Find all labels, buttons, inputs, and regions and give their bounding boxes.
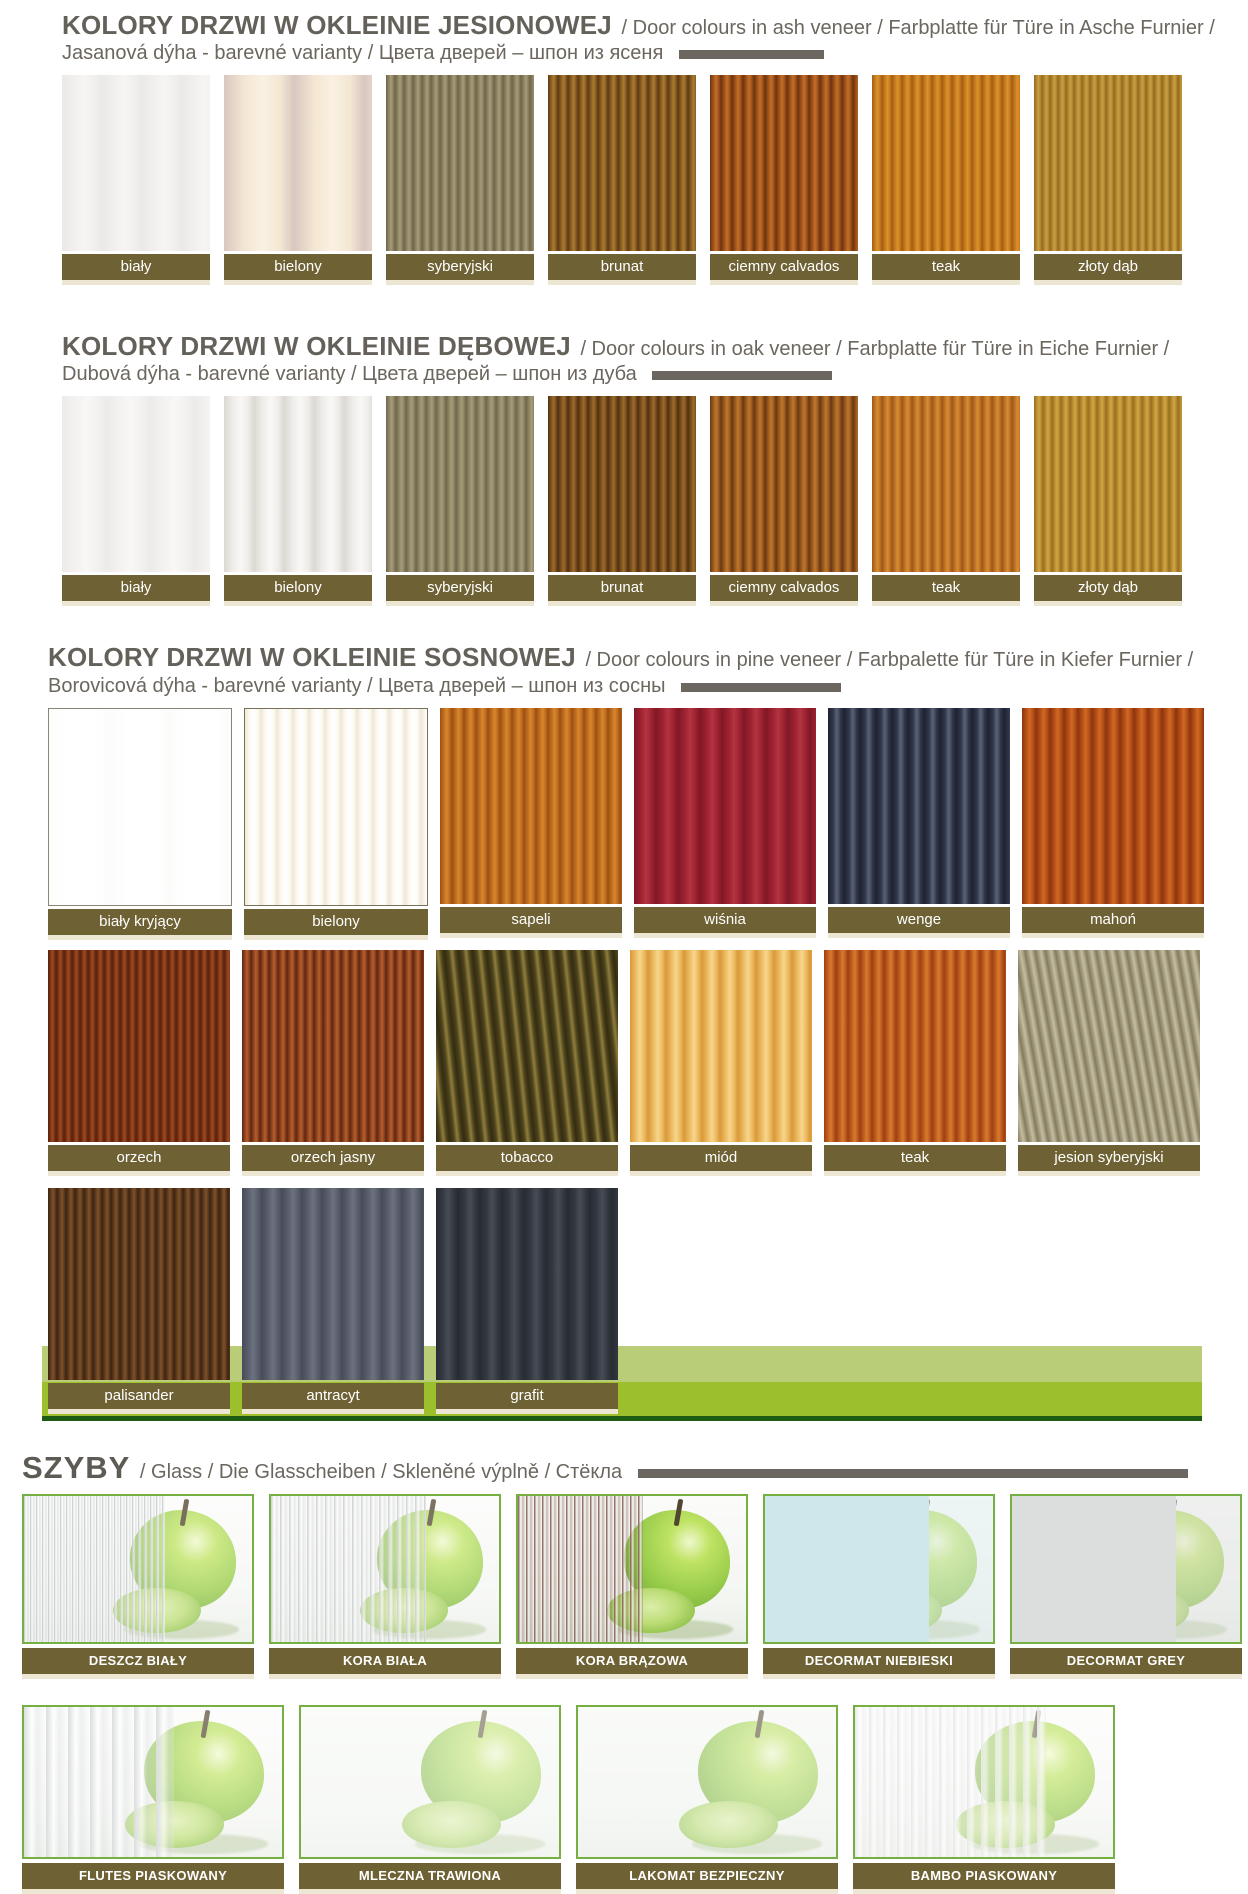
header-rule [679, 50, 824, 59]
glass-frost [578, 1707, 836, 1857]
glass-frost [765, 1496, 993, 1642]
swatch-jesion-syberyjski [1018, 950, 1200, 1176]
glass-row-1 [22, 1494, 1228, 1679]
swatch-label: mahoń [1022, 907, 1204, 938]
glass-sample [22, 1494, 254, 1644]
glass-sample [763, 1494, 995, 1644]
glass-label: BAMBO PIASKOWANY [853, 1863, 1115, 1894]
swatch-label: brunat [548, 575, 696, 606]
header-rule [638, 1469, 1188, 1478]
wood-sample [710, 75, 858, 251]
swatch-zloty-dab [1034, 75, 1182, 285]
pine-swatch-row-3 [48, 1188, 1228, 1421]
swatch-label: syberyjski [386, 254, 534, 285]
glass-label: DECORMAT GREY [1010, 1648, 1242, 1679]
section-pine-veneer [0, 606, 1248, 1420]
swatch-label: biały [62, 254, 210, 285]
section-glass [0, 1421, 1248, 1894]
wood-sample [548, 75, 696, 251]
wood-sample [386, 396, 534, 572]
section-header-glass [22, 1421, 1228, 1486]
swatch-label: teak [824, 1145, 1006, 1176]
swatch-bialy-kryjacy [48, 708, 232, 940]
wood-sample [1018, 950, 1200, 1142]
swatch-label: syberyjski [386, 575, 534, 606]
swatch-bielony [244, 708, 428, 940]
glass-sample [269, 1494, 501, 1644]
glass-bambo-piaskowany [853, 1705, 1115, 1894]
pine-swatch-row-2 [48, 950, 1228, 1176]
swatch-syberyjski [386, 75, 534, 285]
glass-label: FLUTES PIASKOWANY [22, 1863, 284, 1894]
header-rule [652, 371, 832, 380]
swatch-bialy [62, 75, 210, 285]
glass-label: MLECZNA TRAWIONA [299, 1863, 561, 1894]
wood-sample [48, 1188, 230, 1380]
glass-label: DESZCZ BIAŁY [22, 1648, 254, 1679]
glass-frost [24, 1496, 252, 1642]
swatch-tobacco [436, 950, 618, 1176]
section-header-ash [62, 0, 1228, 65]
wood-sample [872, 75, 1020, 251]
wood-sample [440, 708, 622, 904]
wood-sample [630, 950, 812, 1142]
swatch-label: miód [630, 1145, 812, 1176]
green-band-dark-line [42, 1416, 1202, 1421]
section-title: KOLORY DRZWI W OKLEINIE JESIONOWEJ [62, 10, 612, 40]
wood-sample [62, 75, 210, 251]
section-subtitle: / Door colours in pine veneer / Farbpalette für Türe in Kiefer Furnier / Borovicová dýha - barevné varianty / Цвета дверей – шпон из сосны [48, 649, 1194, 697]
swatch-label: orzech [48, 1145, 230, 1176]
swatch-orzech [48, 950, 230, 1176]
glass-kora-brazowa [516, 1494, 748, 1679]
swatch-ciemny-calvados [710, 396, 858, 606]
swatch-label: bielony [224, 254, 372, 285]
swatch-label: sapeli [440, 907, 622, 938]
wood-sample [242, 950, 424, 1142]
wood-sample [824, 950, 1006, 1142]
glass-lakomat-bezpieczny [576, 1705, 838, 1894]
swatch-label: biały [62, 575, 210, 606]
glass-label: KORA BIAŁA [269, 1648, 501, 1679]
swatch-label: palisander [48, 1383, 230, 1414]
swatch-miod [630, 950, 812, 1176]
wood-sample [634, 708, 816, 904]
glass-frost [24, 1707, 282, 1857]
wood-sample [48, 950, 230, 1142]
wood-sample [710, 396, 858, 572]
wood-sample [548, 396, 696, 572]
swatch-wenge [828, 708, 1010, 940]
wood-sample [244, 708, 428, 906]
glass-label: KORA BRĄZOWA [516, 1648, 748, 1679]
section-header-pine [48, 606, 1228, 697]
swatch-bialy [62, 396, 210, 606]
section-subtitle: / Door colours in oak veneer / Farbplatte für Türe in Eiche Furnier / Dubová dýha - barevné varianty / Цвета дверей – шпон из дуба [62, 338, 1170, 386]
section-title: SZYBY [22, 1449, 131, 1485]
section-oak-veneer [0, 285, 1248, 606]
swatch-antracyt [242, 1188, 424, 1414]
pine-swatch-row-1 [48, 708, 1228, 940]
glass-deszcz-bialy [22, 1494, 254, 1679]
swatch-label: jesion syberyjski [1018, 1145, 1200, 1176]
section-ash-veneer [0, 0, 1248, 285]
swatch-brunat [548, 75, 696, 285]
swatch-label: tobacco [436, 1145, 618, 1176]
swatch-label: antracyt [242, 1383, 424, 1414]
oak-swatch-row [62, 396, 1228, 606]
wood-sample [1022, 708, 1204, 904]
swatch-label: bielony [244, 909, 428, 940]
section-header-oak [62, 285, 1228, 386]
swatch-bielony [224, 75, 372, 285]
swatch-label: biały kryjący [48, 909, 232, 940]
section-subtitle: / Door colours in ash veneer / Farbplatte für Türe in Asche Furnier / Jasanová dýha - barevné varianty / Цвета дверей – шпон из ясеня [62, 17, 1215, 65]
swatch-zloty-dab [1034, 396, 1182, 606]
glass-flutes-piaskowany [22, 1705, 284, 1894]
header-rule [681, 683, 841, 692]
glass-row-2 [22, 1705, 1228, 1894]
swatch-brunat [548, 396, 696, 606]
glass-frost [1012, 1496, 1240, 1642]
glass-frost [518, 1496, 746, 1642]
swatch-teak [872, 396, 1020, 606]
wood-sample [48, 708, 232, 906]
glass-sample [1010, 1494, 1242, 1644]
swatch-orzech-jasny [242, 950, 424, 1176]
glass-mleczna-trawiona [299, 1705, 561, 1894]
swatch-mahon [1022, 708, 1204, 940]
swatch-label: teak [872, 254, 1020, 285]
swatch-label: wenge [828, 907, 1010, 938]
swatch-label: wiśnia [634, 907, 816, 938]
glass-kora-biala [269, 1494, 501, 1679]
swatch-ciemny-calvados [710, 75, 858, 285]
glass-label: LAKOMAT BEZPIECZNY [576, 1863, 838, 1894]
glass-sample [299, 1705, 561, 1859]
glass-sample [516, 1494, 748, 1644]
swatch-label: złoty dąb [1034, 254, 1182, 285]
swatch-label: bielony [224, 575, 372, 606]
glass-sample [22, 1705, 284, 1859]
glass-frost [855, 1707, 1113, 1857]
wood-sample [224, 396, 372, 572]
swatch-label: ciemny calvados [710, 254, 858, 285]
wood-sample [224, 75, 372, 251]
wood-sample [386, 75, 534, 251]
swatch-label: orzech jasny [242, 1145, 424, 1176]
swatch-palisander [48, 1188, 230, 1414]
wood-sample [62, 396, 210, 572]
section-subtitle: / Glass / Die Glasscheiben / Skleněné výplně / Стёкла [139, 1460, 623, 1483]
swatch-label: brunat [548, 254, 696, 285]
section-title: KOLORY DRZWI W OKLEINIE SOSNOWEJ [48, 642, 576, 673]
wood-sample [872, 396, 1020, 572]
swatch-wisnia [634, 708, 816, 940]
wood-sample [436, 950, 618, 1142]
swatch-label: złoty dąb [1034, 575, 1182, 606]
swatch-teak [872, 75, 1020, 285]
wood-sample [436, 1188, 618, 1380]
glass-sample [576, 1705, 838, 1859]
swatch-syberyjski [386, 396, 534, 606]
glass-label: DECORMAT NIEBIESKI [763, 1648, 995, 1679]
ash-swatch-row [62, 75, 1228, 285]
glass-decormat-niebieski [763, 1494, 995, 1679]
wood-sample [828, 708, 1010, 904]
wood-sample [1034, 75, 1182, 251]
glass-sample [853, 1705, 1115, 1859]
glass-frost [301, 1707, 559, 1857]
swatch-bielony [224, 396, 372, 606]
glass-frost [271, 1496, 499, 1642]
glass-decormat-grey [1010, 1494, 1242, 1679]
wood-sample [1034, 396, 1182, 572]
swatch-sapeli [440, 708, 622, 940]
swatch-teak [824, 950, 1006, 1176]
wood-sample [242, 1188, 424, 1380]
swatch-grafit [436, 1188, 618, 1414]
section-title: KOLORY DRZWI W OKLEINIE DĘBOWEJ [62, 331, 571, 362]
swatch-label: ciemny calvados [710, 575, 858, 606]
swatch-label: teak [872, 575, 1020, 606]
pine-row-3-tiles [48, 1188, 1228, 1414]
swatch-label: grafit [436, 1383, 618, 1414]
